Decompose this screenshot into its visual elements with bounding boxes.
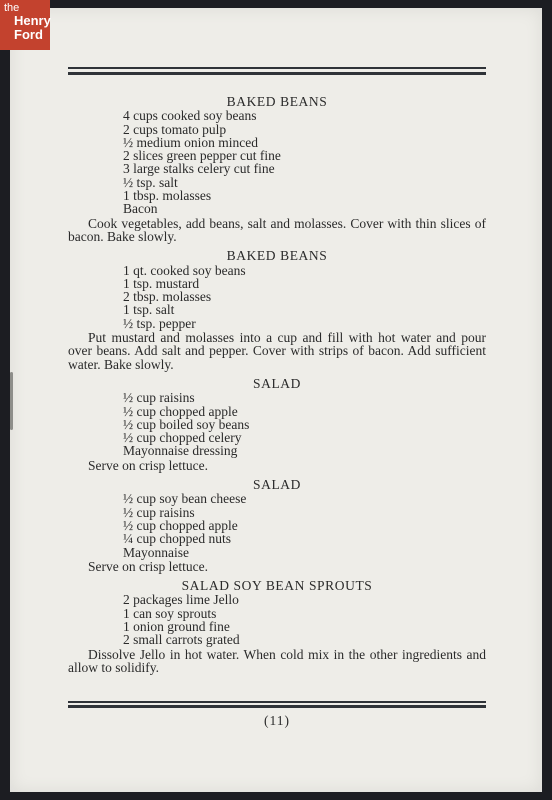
logo-henry: Henry (14, 13, 51, 28)
ingredient: ½ cup raisins (123, 390, 195, 406)
ingredient: 2 tbsp. molasses (123, 289, 212, 305)
page-number: (11) (264, 713, 290, 728)
ingredient: ½ cup boiled soy beans (123, 416, 250, 432)
ingredient: ½ cup soy bean cheese (123, 491, 247, 507)
ingredient: 1 qt. cooked soy beans (123, 262, 246, 278)
ingredient: Mayonnaise (123, 544, 189, 560)
ingredient: ½ medium onion minced (123, 134, 258, 150)
staple-binding (10, 372, 13, 430)
top-rule-thick (68, 72, 486, 75)
recipe-title: SALAD SOY BEAN SPROUTS (181, 578, 373, 594)
recipe-directions: Cook vegetables, add beans, salt and molasses. Cover with thin slices of bacon. Bake slowly. (68, 215, 486, 244)
ingredient: ½ cup raisins (123, 504, 195, 520)
ingredient: 1 tsp. salt (123, 302, 175, 318)
recipe-title: SALAD (252, 477, 301, 493)
bottom-rule-thin (68, 701, 486, 703)
top-rule-thin (68, 67, 486, 69)
ingredient: 2 slices green pepper cut fine (123, 148, 281, 164)
recipe-salad-soy-bean-sprouts (68, 579, 486, 674)
ingredient-list (68, 492, 486, 558)
serving-note: Serve on crisp lettuce. (88, 558, 208, 574)
recipe-salad-1 (68, 377, 486, 472)
ingredient: 4 cups cooked soy beans (123, 108, 257, 124)
ingredient: 1 tbsp. molasses (123, 188, 212, 204)
ingredient: ½ tsp. salt (123, 174, 178, 190)
logo-the: the (4, 2, 20, 14)
recipe-salad-2 (68, 478, 486, 573)
recipe-content (68, 95, 486, 680)
bottom-rule-thick (68, 705, 486, 708)
recipe-directions: Put mustard and molasses into a cup and fill with hot water and pour over beans. Add salt and pepper. Cover with strips of bacon. Add sufficient water. Bake slowly. (68, 330, 486, 372)
ingredient-list (68, 593, 486, 646)
ingredient: ½ cup chopped apple (123, 403, 238, 419)
ingredient: 1 can soy sprouts (123, 605, 217, 621)
recipe-baked-beans-1 (68, 95, 486, 243)
henry-ford-logo[interactable] (0, 0, 50, 50)
ingredient: 2 packages lime Jello (123, 592, 239, 608)
ingredient: ½ cup chopped celery (123, 430, 242, 446)
recipe-directions: Dissolve Jello in hot water. When cold mix in the other ingredients and allow to solidify. (68, 646, 486, 675)
ingredient: 1 tsp. mustard (123, 275, 200, 291)
logo-ford: Ford (14, 27, 43, 42)
ingredient: ½ cup chopped apple (123, 517, 238, 533)
ingredient: 2 cups tomato pulp (123, 121, 227, 137)
ingredient: Bacon (123, 201, 158, 217)
recipe-title: BAKED BEANS (226, 94, 328, 109)
ingredient-list (68, 391, 486, 457)
ingredient: 2 small carrots grated (123, 632, 240, 648)
serving-note: Serve on crisp lettuce. (88, 457, 208, 473)
ingredient: ½ tsp. pepper (123, 315, 196, 331)
ingredient: ¼ cup chopped nuts (123, 531, 231, 547)
ingredient-list (68, 264, 486, 330)
recipe-title: SALAD (252, 375, 301, 391)
ingredient: Mayonnaise dressing (123, 443, 238, 459)
recipe-baked-beans-2 (68, 249, 486, 371)
ingredient-list (68, 109, 486, 215)
recipe-title: BAKED BEANS (226, 248, 328, 264)
ingredient: 3 large stalks celery cut fine (123, 161, 275, 177)
ingredient: 1 onion ground fine (123, 618, 230, 634)
